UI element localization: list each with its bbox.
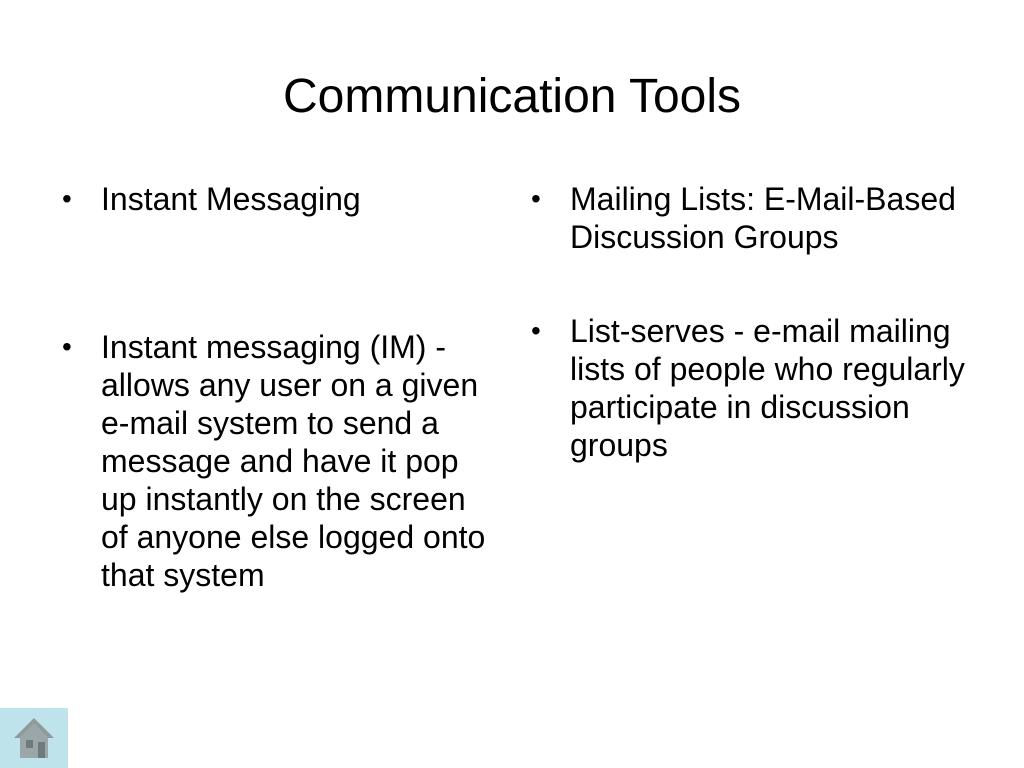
bullet-mailing-lists-heading: • Mailing Lists: E-Mail-Based Discussion Groups [531,180,971,256]
left-bullet-list [62,180,492,594]
home-icon [12,716,56,760]
bullet-list-serves-description: • List-serves - e-mail mailing lists of people who regularly participate in discussion groups [531,312,971,464]
bullet-instant-messaging-heading: • Instant Messaging [62,180,492,218]
right-bullet-list [531,180,971,464]
home-button[interactable] [0,708,68,768]
slide-title: Communication Tools [283,70,741,123]
bullet-instant-messaging-description: • Instant messaging (IM) - allows any user on a given e-mail system to send a message and have it pop up instantly on the screen of anyone else logged onto that system [62,328,492,594]
